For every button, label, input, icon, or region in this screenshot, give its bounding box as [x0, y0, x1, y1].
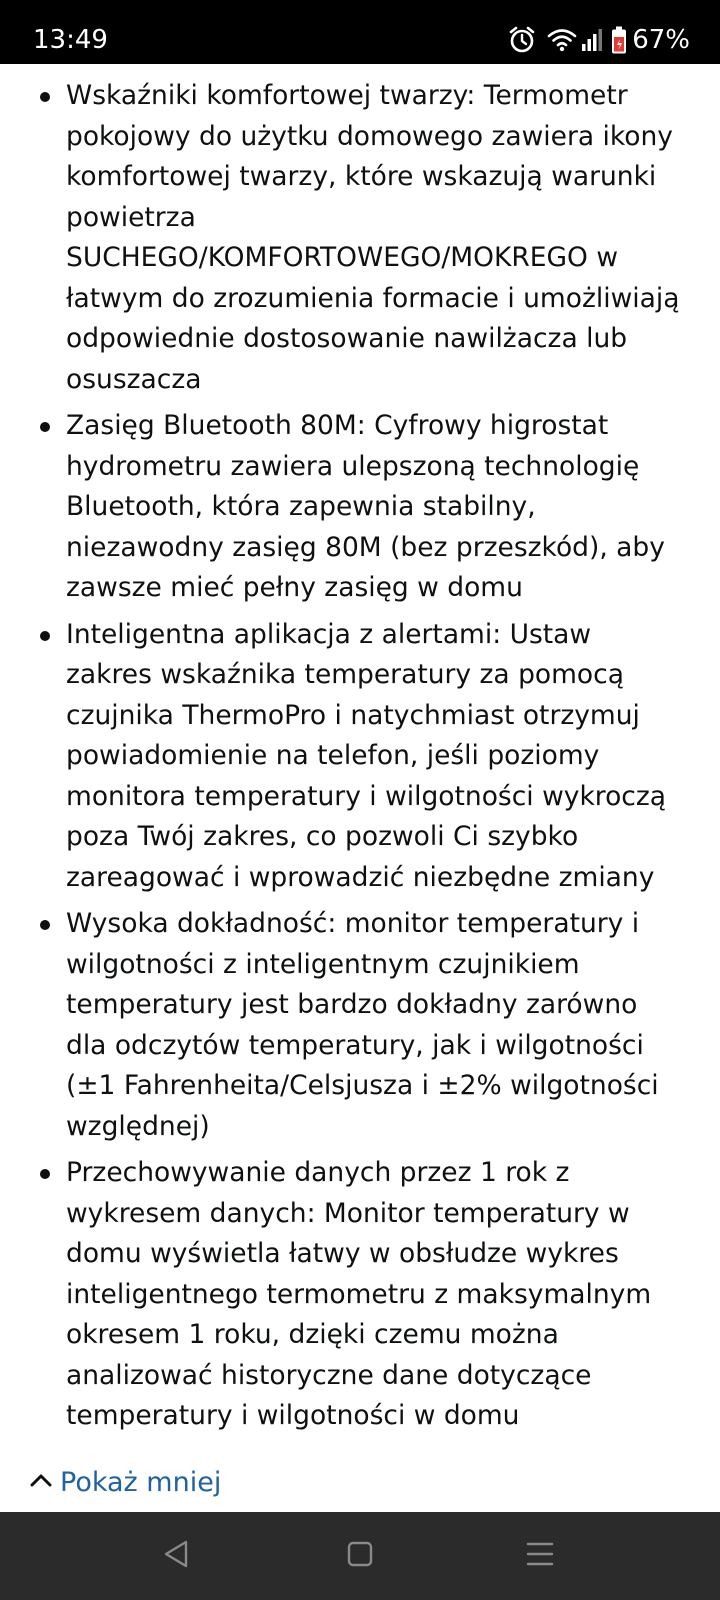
feature-bullet [66, 406, 682, 609]
recents-icon [526, 1541, 554, 1572]
status-icons [507, 22, 690, 58]
bullet-dot [40, 422, 50, 432]
feature-bullet-text: Wysoka dokładność: monitor temperatury i wilgotności z inteligentnym czujnikiem temperatury jest bardzo dokładny zarówno dla odczytów temperatury, jak i wilgotności (±1 Fahrenheita/Celsjusza i ±2% wilgotności względnej) [66, 908, 659, 1142]
alarm-icon [507, 25, 537, 55]
status-time: 13:49 [33, 25, 108, 55]
wifi-icon [547, 27, 577, 53]
feature-bullet-text: Wskaźniki komfortowej twarzy: Termometr pokojowy do użytku domowego zawiera ikony komfortowej twarzy, które wskazują warunki powietrza SUCHEGO/KOMFORTOWEGO/MOKREGO w łatwym do zrozumienia formacie i umożliwiają odpowiednie dostosowanie nawilżacza lub osuszacza [66, 80, 680, 395]
product-description [0, 64, 720, 1512]
bullet-dot [40, 920, 50, 930]
home-icon [347, 1541, 373, 1572]
back-button[interactable] [156, 1536, 196, 1576]
bullet-dot [40, 1169, 50, 1179]
feature-bullet [66, 1153, 682, 1437]
feature-bullet-text: Przechowywanie danych przez 1 rok z wykresem danych: Monitor temperatury w domu wyświetla łatwy w obsłudze wykres inteligentnego termometru z maksymalnym okresem 1 roku, dzięki czemu można analizować historyczne dane dotyczące temperatury i wilgotności w domu [66, 1157, 652, 1431]
signal-icon [581, 28, 603, 52]
back-icon [162, 1539, 190, 1574]
home-button[interactable] [340, 1536, 380, 1576]
feature-bullet [66, 904, 682, 1147]
feature-bullet [66, 76, 682, 400]
show-less-link[interactable] [30, 1465, 221, 1499]
navigation-bar [0, 1512, 720, 1600]
feature-bullet-list [0, 64, 720, 1437]
recents-button[interactable] [520, 1536, 560, 1576]
status-bar [0, 0, 720, 64]
feature-bullet-text: Inteligentna aplikacja z alertami: Ustaw zakres wskaźnika temperatury za pomocą czujnika ThermoPro i natychmiast otrzymuj powiadomienie na telefon, jeśli poziomy monitora temperatury i wilgotności wykroczą poza Twój zakres, co pozwoli Ci szybko zareagować i wprowadzić niezbędne zmiany [66, 618, 667, 893]
bullet-dot [40, 631, 50, 641]
show-less-label: Pokaż mniej [60, 1466, 222, 1498]
battery-percent: 67% [632, 25, 690, 55]
feature-bullet [66, 615, 682, 899]
bullet-dot [40, 92, 50, 102]
chevron-up-icon [30, 1472, 52, 1493]
feature-bullet-text: Zasięg Bluetooth 80M: Cyfrowy higrostat hydrometru zawiera ulepszoną technologię Bluetooth, która zapewnia stabilny, niezawodny zasięg 80M (bez przeszkód), aby zawsze mieć pełny zasięg w domu [66, 410, 665, 603]
battery-icon [611, 26, 627, 54]
